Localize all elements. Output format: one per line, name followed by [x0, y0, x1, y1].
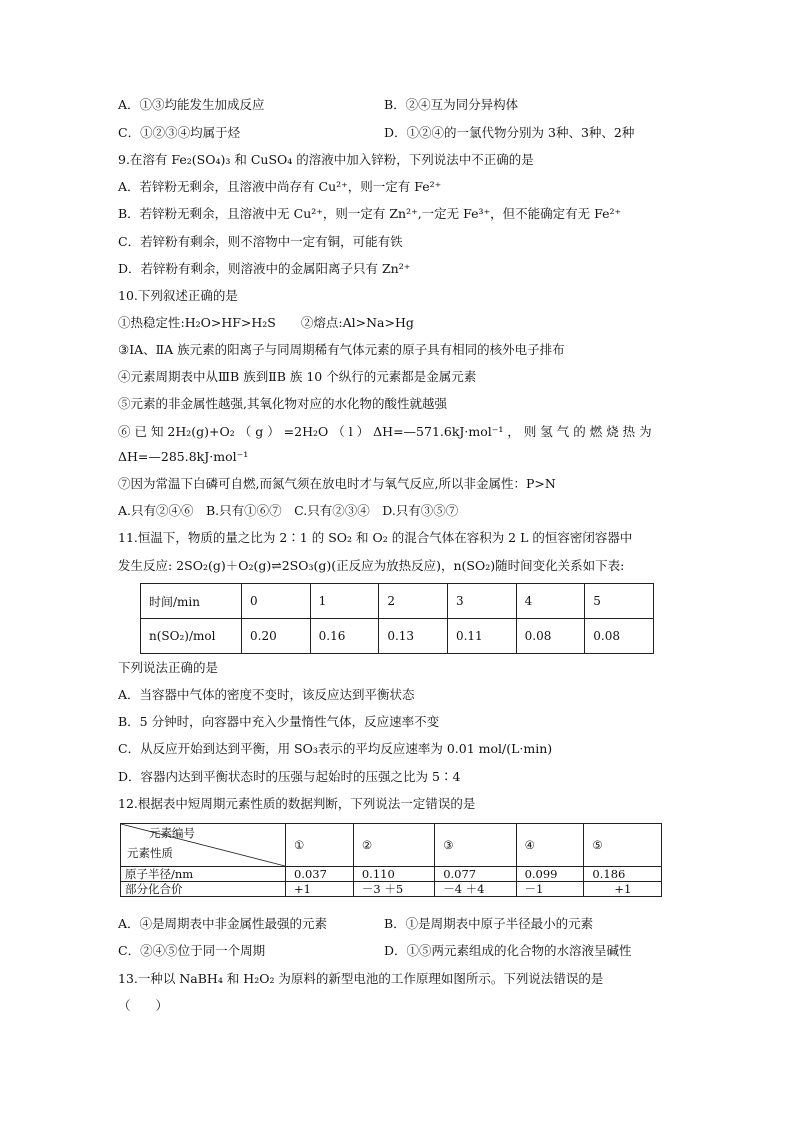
q13-answer-paren: （ ） — [118, 998, 169, 1013]
q9-stem: 9.在溶有 Fe₂(SO₄)₃ 和 CuSO₄ 的溶液中加入锌粉，下列说法中不正确的是 — [118, 152, 534, 167]
q11-after: 下列说法正确的是 — [118, 660, 219, 675]
q9-option-d: D．若锌粉有剩余，则溶液中的金属阳离子只有 Zn²⁺ — [118, 261, 411, 276]
table-cell: +1 — [584, 882, 662, 897]
q10-item-4: ④元素周期表中从ⅢB 族到ⅡB 族 10 个纵行的元素都是金属元素 — [118, 369, 477, 384]
q10-item-6-cont: ΔH=—285.8kJ·mol⁻¹ — [118, 449, 249, 464]
table-cell: ④ — [516, 824, 584, 867]
q12-option-b: B．①是周期表中原子半径最小的元素 — [384, 916, 594, 931]
table-cell: ② — [353, 824, 434, 867]
table-cell: ⑤ — [584, 824, 662, 867]
q10-options: A.只有②④⑥ B.只有①⑥⑦ C.只有②③④ D.只有③⑤⑦ — [118, 503, 459, 518]
q12-option-c: C．②④⑤位于同一个周期 — [118, 943, 266, 958]
q12-option-d: D．①⑤两元素组成的化合物的水溶液呈碱性 — [384, 943, 632, 958]
q11-option-a: A．当容器中气体的密度不变时，该反应达到平衡状态 — [118, 687, 415, 702]
q9-option-b: B．若锌粉无剩余，且溶液中无 Cu²⁺，则一定有 Zn²⁺,一定无 Fe³⁺，但不能确定有无 Fe²⁺ — [118, 206, 622, 221]
q11-stem-line2: 发生反应: 2SO₂(g)＋O₂(g)⇌2SO₃(g)(正反应为放热反应)，n(SO₂)随时间变化关系如下表: — [118, 558, 625, 573]
q10-item-7: ⑦因为常温下白磷可自燃,而氮气须在放电时才与氧气反应,所以非金属性：P>N — [118, 476, 556, 491]
q10-stem: 10.下列叙述正确的是 — [118, 288, 238, 303]
q12-table — [120, 823, 662, 897]
table-cell: 3 — [447, 584, 516, 619]
table-cell: 0.08 — [585, 619, 654, 654]
q9-option-a: A．若锌粉无剩余，且溶液中尚存有 Cu²⁺，则一定有 Fe²⁺ — [118, 179, 442, 194]
table-cell: 0.13 — [379, 619, 448, 654]
table-row — [141, 584, 654, 619]
table-cell: －3 ＋5 — [353, 882, 434, 897]
q10-item-1: ①热稳定性:H₂O>HF>H₂S ②熔点:Al>Na>Hg — [118, 315, 414, 330]
table-cell: 0.099 — [516, 867, 584, 882]
q8-option-b: B．②④互为同分异构体 — [384, 97, 519, 112]
table-cell: +1 — [286, 882, 354, 897]
q10-item-5: ⑤元素的非金属性越强,其氧化物对应的水化物的酸性就越强 — [118, 396, 447, 411]
table-cell: 0 — [242, 584, 311, 619]
corner-bottom-label: 元素性质 — [127, 846, 173, 860]
q11-stem-line1: 11.恒温下，物质的量之比为 2∶1 的 SO₂ 和 O₂ 的混合气体在容积为 2 L 的恒容密闭容器中 — [118, 530, 633, 545]
q11-option-d: D．容器内达到平衡状态时的压强与起始时的压强之比为 5∶4 — [118, 769, 461, 784]
radius-label: 原子半径/nm — [121, 867, 286, 882]
table-cell: 0.16 — [310, 619, 379, 654]
table-cell: ③ — [435, 824, 516, 867]
q8-option-c: C．①②③④均属于烃 — [118, 125, 241, 140]
q10-item-6: ⑥ 已 知 2H₂(g)+O₂ （ g ） =2H₂O （ l ） ΔH=—571.6kJ·mol⁻¹ ， 则 氢 气 的 燃 烧 热 为 — [118, 424, 652, 439]
table-cell: ① — [286, 824, 354, 867]
q10-item-3: ③ⅠA、ⅡA 族元素的阳离子与同周期稀有气体元素的原子具有相同的核外电子排布 — [118, 342, 565, 357]
table-row — [121, 882, 662, 897]
q9-option-c: C．若锌粉有剩余，则不溶物中一定有铜，可能有铁 — [118, 234, 403, 249]
table-cell: 1 — [310, 584, 379, 619]
q13-stem: 13.一种以 NaBH₄ 和 H₂O₂ 为原料的新型电池的工作原理如图所示。下列说法错误的是 — [118, 971, 604, 986]
table-cell: 0.110 — [353, 867, 434, 882]
table-cell: 0.186 — [584, 867, 662, 882]
table-cell: －4 ＋4 — [435, 882, 516, 897]
table-cell: 0.11 — [447, 619, 516, 654]
table-cell: 4 — [516, 584, 585, 619]
q8-option-a: A．①③均能发生加成反应 — [118, 97, 265, 112]
valence-label: 部分化合价 — [121, 882, 286, 897]
q12-stem: 12.根据表中短周期元素性质的数据判断，下列说法一定错误的是 — [118, 796, 476, 811]
table-cell: 2 — [379, 584, 448, 619]
table-row — [121, 824, 662, 867]
diagonal-header-cell — [121, 824, 286, 867]
corner-top-label: 元素编号 — [149, 826, 195, 840]
q8-option-d: D．①②④的一氯代物分别为 3种、3种、2种 — [384, 125, 635, 140]
table-cell: －1 — [516, 882, 584, 897]
table-cell: 5 — [585, 584, 654, 619]
q12-option-a: A．④是周期表中非金属性最强的元素 — [118, 916, 328, 931]
table-row — [121, 867, 662, 882]
table-cell: 0.037 — [286, 867, 354, 882]
q11-option-b: B．5 分钟时，向容器中充入少量惰性气体，反应速率不变 — [118, 714, 440, 729]
table-cell: 0.20 — [242, 619, 311, 654]
table-cell: 0.08 — [516, 619, 585, 654]
table-row — [141, 619, 654, 654]
q11-option-c: C．从反应开始到达到平衡，用 SO₃表示的平均反应速率为 0.01 mol/(L·min) — [118, 741, 553, 756]
time-header: 时间/min — [141, 584, 242, 619]
nso2-header: n(SO₂)/mol — [141, 619, 242, 654]
q11-table — [140, 583, 654, 654]
table-cell: 0.077 — [435, 867, 516, 882]
